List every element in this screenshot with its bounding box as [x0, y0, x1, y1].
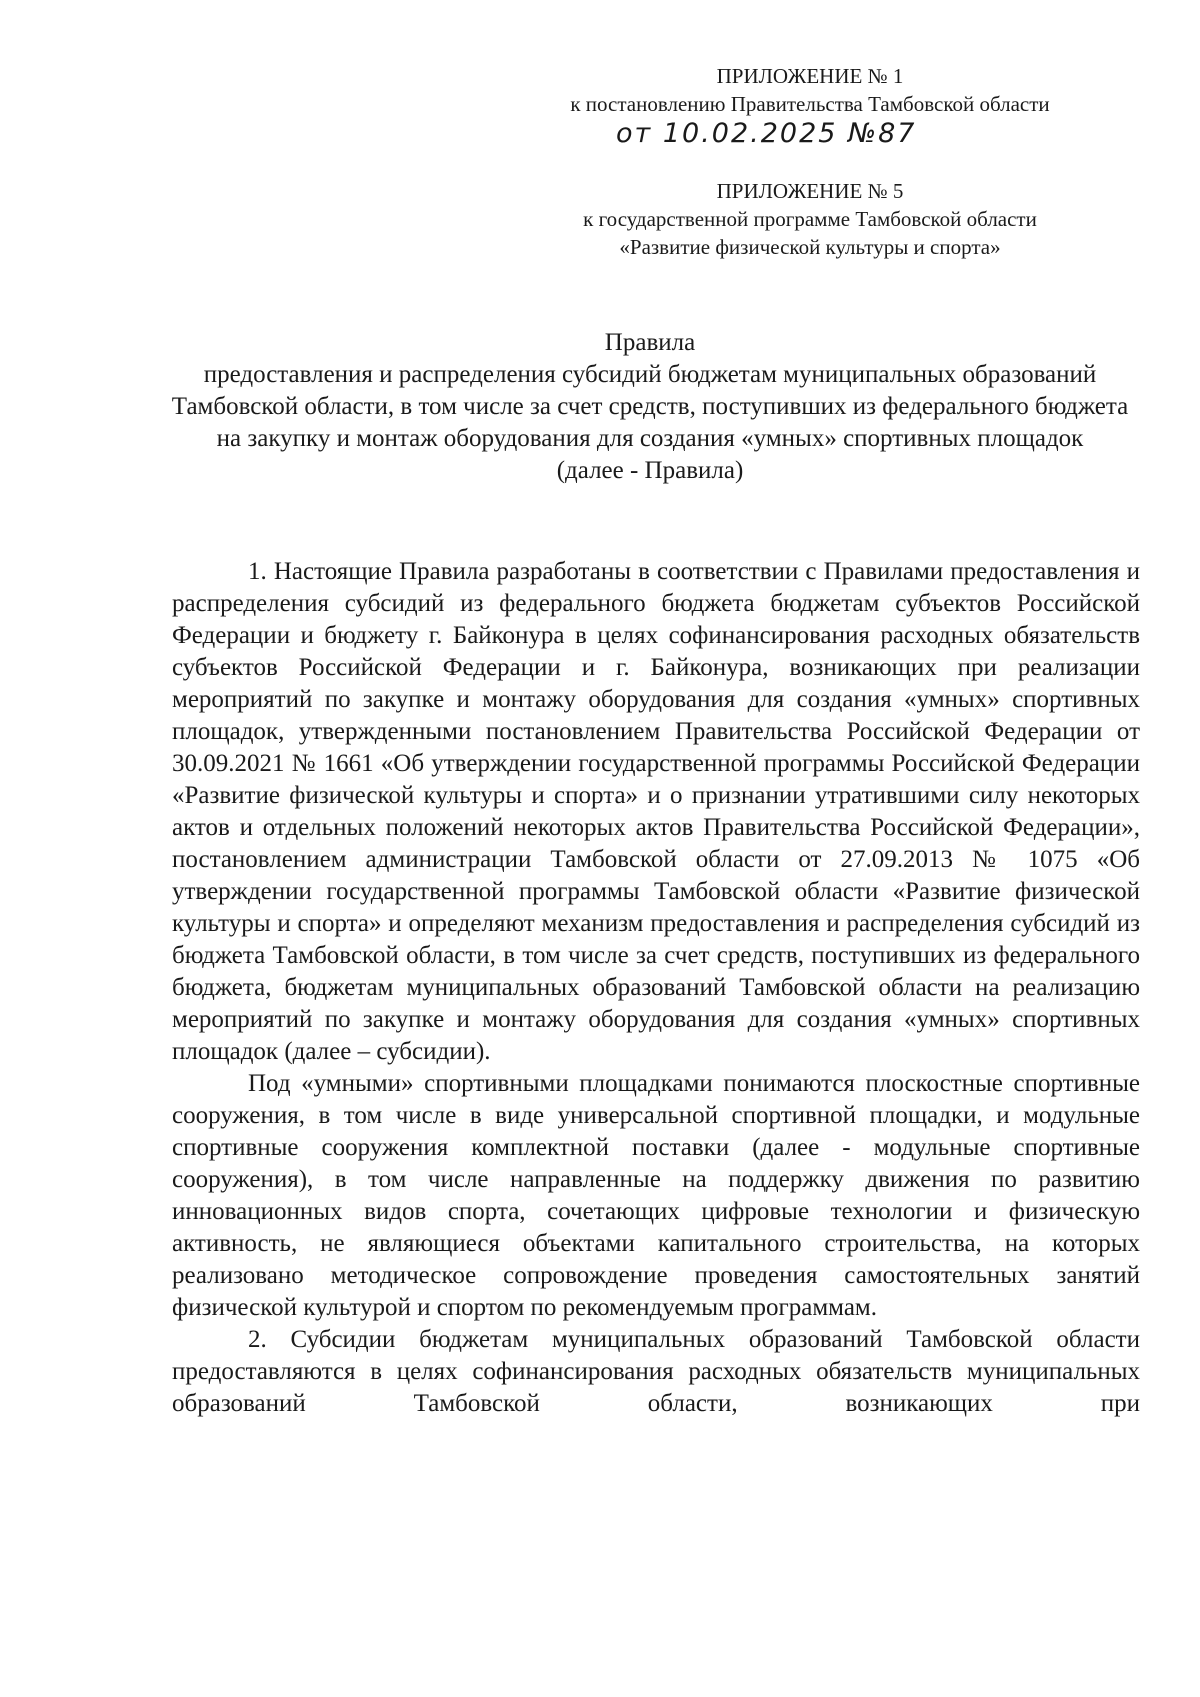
paragraph-3: 2. Субсидии бюджетам муниципальных образований Тамбовской области предоставляются в целях софинансирования расходных обязательств муниципальных образований Тамбовской области, возникающих при	[172, 1326, 1140, 1417]
document-body	[172, 556, 1140, 1420]
attachment-1-header	[520, 62, 1100, 149]
document-title-block	[170, 327, 1130, 487]
attachment-5-line-1: к государственной программе Тамбовской области	[583, 207, 1037, 231]
attachment-5-header	[520, 177, 1100, 261]
document-heading: Правила	[604, 329, 696, 356]
attachment-5-line-2: «Развитие физической культуры и спорта»	[619, 235, 1001, 259]
handwritten-date-number: от 10.02.2025 №87	[616, 118, 917, 149]
paragraph-1: 1. Настоящие Правила разработаны в соответствии с Правилами предоставления и распределения субсидий из федерального бюджета бюджетам субъектов Российской Федерации и бюджету г. Байконура в целях софинансирования расходных обязательств субъектов Российской Федерации и г. Байконура, возникающих при реализации мероприятий по закупке и монтажу оборудования для создания «умных» спортивных площадок, утвержденными постановлением Правительства Российской Федерации от 30.09.2021 № 1661 «Об утверждении государственной программы Российской Федерации «Развитие физической культуры и спорта» и о признании утратившими силу некоторых актов и отдельных положений некоторых актов Правительства Российской Федерации», постановлением администрации Тамбовской области от 27.09.2013 № 1075 «Об утверждении государственной программы Тамбовской области «Развитие физической культуры и спорта» и определяют механизм предоставления и распределения субсидий из бюджета Тамбовской области, в том числе за счет средств, поступивших из федерального бюджета, бюджетам муниципальных образований Тамбовской области на реализацию мероприятий по закупке и монтажу оборудования для создания «умных» спортивных площадок (далее – субсидии).	[172, 558, 1140, 1065]
attachment-1-title: ПРИЛОЖЕНИЕ № 1	[716, 64, 904, 88]
attachment-1-subtitle: к постановлению Правительства Тамбовской области	[570, 92, 1050, 116]
document-subtitle: предоставления и распределения субсидий бюджетам муниципальных образований Тамбовской области, в том числе за счет средств, поступивших из федерального бюджета на закупку и монтаж оборудования для создания «умных» спортивных площадок	[171, 361, 1129, 452]
document-note: (далее - Правила)	[556, 457, 744, 484]
paragraph-2: Под «умными» спортивными площадками понимаются плоскостные спортивные сооружения, в том числе в виде универсальной спортивной площадки, и модульные спортивные сооружения комплектной поставки (далее - модульные спортивные сооружения), в том числе направленные на поддержку движения по развитию инновационных видов спорта, сочетающих цифровые технологии и физическую активность, не являющиеся объектами капитального строительства, на которых реализовано методическое сопровождение проведения самостоятельных занятий физической культурой и спортом по рекомендуемым программам.	[172, 1070, 1140, 1321]
attachment-5-title: ПРИЛОЖЕНИЕ № 5	[716, 179, 904, 203]
